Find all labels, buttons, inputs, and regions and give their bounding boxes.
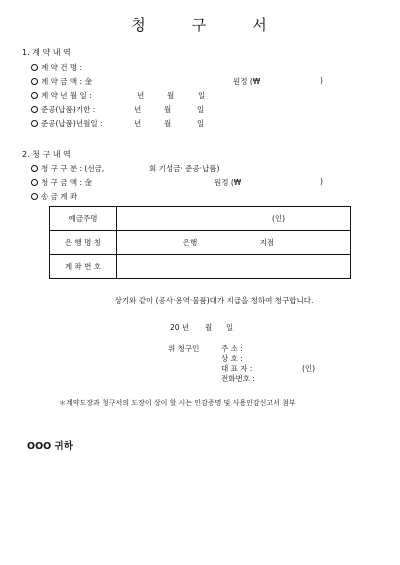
circle-bullet-icon bbox=[31, 106, 38, 113]
claimant-company-label: 상 호 : bbox=[221, 354, 243, 363]
completion-date-day: 일 bbox=[197, 119, 205, 128]
contract-amount-label: 계 약 금 액 : bbox=[41, 77, 85, 86]
table-row bbox=[50, 207, 351, 231]
circle-bullet-icon bbox=[31, 64, 38, 71]
attachment-note: ＊계약도장과 청구서의 도장이 상이 할 시는 인감증명 및 사용인감신고서 첨부 bbox=[59, 399, 296, 407]
account-number-label: 계 좌 번 호 bbox=[50, 255, 117, 279]
contract-date-month: 월 bbox=[167, 91, 175, 100]
table-row bbox=[50, 231, 351, 255]
circle-bullet-icon bbox=[31, 120, 38, 127]
table-row bbox=[50, 255, 351, 279]
title-char-1: 청 bbox=[131, 16, 148, 34]
completion-deadline-year: 년 bbox=[134, 105, 142, 114]
contract-amount-row bbox=[31, 76, 92, 87]
circle-bullet-icon bbox=[31, 179, 38, 186]
circle-bullet-icon bbox=[31, 193, 38, 200]
completion-date-year: 년 bbox=[134, 119, 142, 128]
contract-date-label: 계 약 년 월 일 : bbox=[41, 91, 92, 100]
claimant-header: 위 청구인 bbox=[168, 344, 200, 353]
title-char-2: 구 bbox=[191, 16, 209, 34]
addressee: OOO 귀하 bbox=[27, 441, 73, 452]
contract-date-day: 일 bbox=[198, 91, 206, 100]
bank-name-label: 은 행 명 칭 bbox=[50, 231, 117, 255]
contract-amount-prefix: 金 bbox=[84, 77, 92, 86]
claimant-phone-label: 전화번호 : bbox=[221, 374, 255, 383]
account-number-value[interactable] bbox=[117, 255, 351, 279]
account-holder-value[interactable] bbox=[117, 207, 351, 231]
request-type-label: 청 구 구 분 : (선금, bbox=[41, 164, 105, 173]
request-statement: 상기와 같이 (공사·용역·물품)대가 지급을 청하여 청구합니다. bbox=[114, 296, 314, 305]
account-holder-label: 예금주명 bbox=[50, 207, 117, 231]
bank-name-value[interactable] bbox=[117, 231, 351, 255]
contract-name-row bbox=[31, 62, 82, 73]
contract-amount-suffix: 원정 (₩ bbox=[233, 77, 261, 86]
remit-account-label: 송 금 계 좌 bbox=[41, 192, 78, 201]
completion-date-month: 월 bbox=[164, 119, 172, 128]
contract-date-row bbox=[31, 90, 92, 101]
request-amount-suffix: 원정 (₩ bbox=[214, 178, 242, 187]
claimant-address-label: 주 소 : bbox=[221, 344, 243, 353]
account-holder-seal: (인) bbox=[271, 214, 286, 223]
branch-suffix: 지점 bbox=[259, 238, 275, 247]
request-amount-close: ) bbox=[320, 177, 323, 186]
document-title bbox=[0, 14, 400, 35]
title-char-3: 서 bbox=[252, 16, 269, 34]
completion-deadline-row bbox=[31, 104, 95, 115]
bank-suffix: 은행 bbox=[182, 238, 198, 247]
contract-name-label: 계 약 건 명 : bbox=[41, 63, 83, 72]
completion-date-row bbox=[31, 118, 102, 129]
claimant-representative-label: 대 표 자 : bbox=[221, 364, 253, 373]
completion-date-label: 준공(납품)년월일 : bbox=[41, 119, 103, 128]
completion-deadline-month: 월 bbox=[164, 105, 172, 114]
request-type-rest: 회 기성금· 준공·납품) bbox=[149, 164, 220, 173]
request-amount-row bbox=[31, 177, 92, 188]
contract-date-year: 년 bbox=[137, 91, 145, 100]
request-amount-prefix: 金 bbox=[84, 178, 92, 187]
date-year: 20 년 bbox=[170, 323, 190, 332]
account-table bbox=[49, 206, 351, 279]
remit-account-row bbox=[31, 191, 77, 202]
date-day: 일 bbox=[226, 323, 234, 332]
date-month: 월 bbox=[205, 323, 213, 332]
circle-bullet-icon bbox=[31, 165, 38, 172]
claimant-seal: (인) bbox=[302, 364, 316, 373]
circle-bullet-icon bbox=[31, 78, 38, 85]
completion-deadline-label: 준공(납품)기한 : bbox=[41, 105, 96, 114]
request-amount-label: 청 구 금 액 : bbox=[41, 178, 85, 187]
section1-heading: 1. 계 약 내 역 bbox=[22, 48, 71, 57]
contract-amount-close: ) bbox=[320, 76, 323, 85]
section2-heading: 2. 청 구 내 역 bbox=[22, 150, 71, 159]
circle-bullet-icon bbox=[31, 92, 38, 99]
completion-deadline-day: 일 bbox=[197, 105, 205, 114]
request-type-row bbox=[31, 163, 104, 174]
